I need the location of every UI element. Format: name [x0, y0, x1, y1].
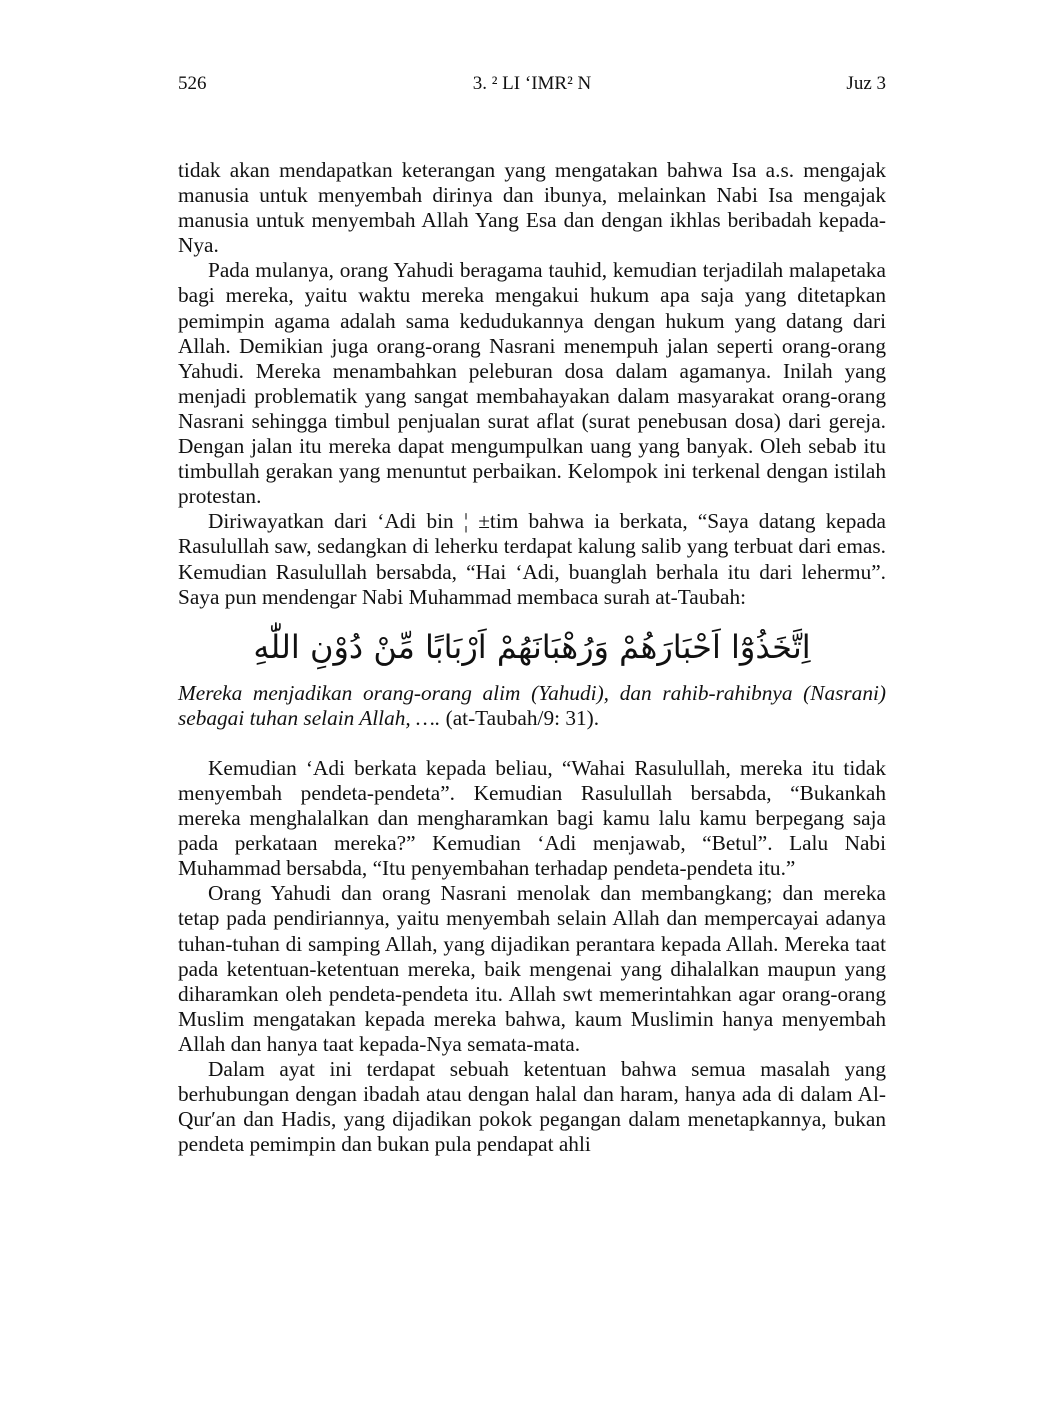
spacer: [178, 731, 886, 756]
verse-reference: (at-Taubah/9: 31).: [440, 705, 600, 730]
arabic-verse: اِتَّخَذُوْٓا اَحْبَارَهُمْ وَرُهْبَانَهُمْ اَرْبَابًا مِّنْ دُوْنِ اللّٰهِ: [253, 627, 811, 666]
paragraph-1: tidak akan mendapatkan keterangan yang mengatakan bahwa Isa a.s. mengajak manusia untuk menyembah dirinya dan ibunya, melainkan Nabi Isa mengajak manusia untuk menyembah Allah Yang Esa dan dengan ikhlas beribadah kepada-Nya.: [178, 158, 886, 258]
page-body: [178, 158, 886, 1157]
juz-label: Juz 3: [846, 73, 886, 94]
verse-translation: [178, 681, 886, 731]
paragraph-3: Diriwayatkan dari ‘Adi bin ¦ ±tim bahwa ia berkata, “Saya datang kepada Rasulullah saw, sedangkan di leherku terdapat kalung salib yang terbuat dari emas. Kemudian Rasulullah bersabda, “Hai ‘Adi, buanglah berhala itu dari lehermu”. Saya pun mendengar Nabi Muhammad membaca surah at-Taubah:: [178, 509, 886, 609]
translation-text: Mereka menjadikan orang-orang alim (Yahudi), dan rahib-rahibnya (Nasrani) sebagai tuhan selain Allah, ….: [178, 680, 886, 730]
paragraph-6: Dalam ayat ini terdapat sebuah ketentuan bahwa semua masalah yang berhubungan dengan ibadah atau dengan halal dan haram, hanya ada di dalam Al-Qur′an dan Hadis, yang dijadikan pokok pegangan dalam menetapkannya, bukan pendeta pemimpin dan bukan pula pendapat ahli: [178, 1057, 886, 1157]
page-number: 526: [178, 73, 207, 94]
paragraph-5: Orang Yahudi dan orang Nasrani menolak dan membangkang; dan mereka tetap pada pendiriannya, yaitu menyembah selain Allah dan mempercayai adanya tuhan-tuhan di samping Allah, yang dijadikan perantara kepada Allah. Mereka taat pada ketentuan-ketentuan mereka, baik mengenai yang dihalalkan maupun yang diharamkan oleh pendeta-pendeta itu. Allah swt memerintahkan agar orang-orang Muslim mengatakan kepada mereka bahwa, kaum Muslimin hanya menyembah Allah dan hanya taat kepada-Nya semata-mata.: [178, 881, 886, 1056]
chapter-title: 3. ² LI ‘IMR² N: [472, 73, 592, 94]
paragraph-4: Kemudian ‘Adi berkata kepada beliau, “Wahai Rasulullah, mereka itu tidak menyembah pendeta-pendeta”. Kemudian Rasulullah bersabda, “Bukankah mereka menghalalkan dan mengharamkan bagi kamu lalu kamu berpegang saja pada perkataan mereka?” Kemudian ‘Adi menjawab, “Betul”. Lalu Nabi Muhammad bersabda, “Itu penyembahan terhadap pendeta-pendeta itu.”: [178, 755, 886, 881]
paragraph-2: Pada mulanya, orang Yahudi beragama tauhid, kemudian terjadilah malapetaka bagi mereka, yaitu waktu mereka mengakui hukum apa saja yang ditetapkan pemimpin agama adalah sama kedudukannya dengan hukum yang datang dari Allah. Demikian juga orang-orang Nasrani menempuh jalan seperti orang-orang Yahudi. Mereka menambahkan peleburan dosa dalam agamanya. Inilah yang menjadi problematik yang sangat membahayakan dalam masyarakat orang-orang Nasrani sehingga timbul penjualan surat aflat (surat penebusan dosa) dari gereja. Dengan jalan itu mereka dapat mengumpulkan uang yang banyak. Oleh sebab itu timbullah gerakan yang menuntut perbaikan. Kelompok ini terkenal dengan istilah protestan.: [178, 258, 886, 509]
